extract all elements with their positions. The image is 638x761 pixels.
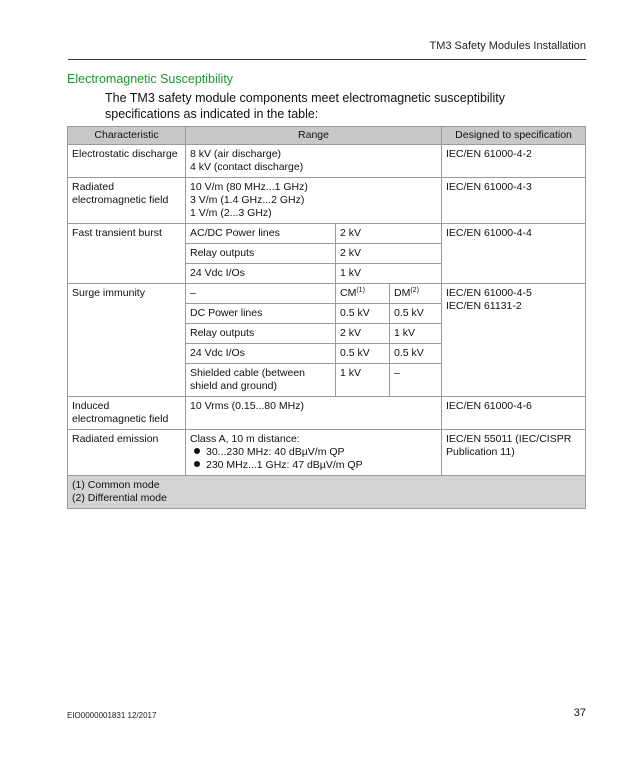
table-row — [68, 224, 586, 244]
spec-line: IEC/EN 61131-2 — [446, 300, 522, 312]
range-cell — [186, 178, 442, 224]
bullet-text: 230 MHz...1 GHz: 47 dBµV/m QP — [206, 459, 363, 471]
section-title: Electromagnetic Susceptibility — [67, 72, 234, 86]
dm-value-cell: – — [390, 364, 442, 397]
cm-value-cell: 1 kV — [336, 364, 390, 397]
dm-value-cell: 1 kV — [390, 324, 442, 344]
subrow-label-cell: AC/DC Power lines — [186, 224, 336, 244]
subrow-label-cell: Relay outputs — [186, 244, 336, 264]
note-text: Common mode — [87, 479, 160, 491]
characteristic-cell: Surge immunity — [68, 284, 186, 397]
characteristic-cell: Radiated electromagnetic field — [68, 178, 186, 224]
bullet-item — [190, 446, 437, 459]
running-header: TM3 Safety Modules Installation — [429, 40, 586, 52]
table-header-row — [68, 127, 586, 145]
table-row — [68, 430, 586, 476]
col-header-range: Range — [186, 127, 442, 145]
cm-value-cell: 2 kV — [336, 324, 390, 344]
cm-value-cell: 0.5 kV — [336, 344, 390, 364]
cm-label: CM — [340, 287, 357, 299]
header-rule — [68, 59, 586, 60]
subrow-label-cell: – — [186, 284, 336, 304]
spec-cell: IEC/EN 61000-4-6 — [442, 397, 586, 430]
range-line: Class A, 10 m distance: — [190, 433, 300, 445]
table-row — [68, 178, 586, 224]
notes-cell — [68, 476, 586, 509]
spec-cell: IEC/EN 61000-4-3 — [442, 178, 586, 224]
bullet-item — [190, 459, 437, 472]
document-id: EIO0000001831 12/2017 — [67, 711, 157, 720]
table-row — [68, 397, 586, 430]
col-header-characteristic: Characteristic — [68, 127, 186, 145]
note-item — [72, 479, 581, 492]
characteristic-cell: Induced electromagnetic field — [68, 397, 186, 430]
note-text: Differential mode — [87, 492, 167, 504]
bullet-icon — [194, 448, 200, 454]
subrow-label-cell: Shielded cable (between shield and ground) — [186, 364, 336, 397]
col-header-spec: Designed to specification — [442, 127, 586, 145]
intro-paragraph: The TM3 safety module components meet electromagnetic susceptibility specifications as indicated in the table: — [105, 91, 505, 121]
spec-cell: IEC/EN 55011 (IEC/CISPR Publication 11) — [442, 430, 586, 476]
dm-value-cell: 0.5 kV — [390, 344, 442, 364]
value-cell: 1 kV — [336, 264, 442, 284]
footnote-ref: (2) — [410, 287, 419, 294]
dm-label: DM — [394, 287, 411, 299]
range-line: 4 kV (contact discharge) — [190, 161, 304, 173]
subrow-label-cell: 24 Vdc I/Os — [186, 344, 336, 364]
characteristic-cell: Electrostatic discharge — [68, 145, 186, 178]
range-line: 10 V/m (80 MHz...1 GHz) — [190, 181, 308, 193]
range-line: 8 kV (air discharge) — [190, 148, 282, 160]
page-number: 37 — [573, 707, 586, 719]
cm-value-cell: 0.5 kV — [336, 304, 390, 324]
table-row — [68, 145, 586, 178]
range-cell — [186, 430, 442, 476]
dm-header-cell — [390, 284, 442, 304]
note-number: (2) — [72, 492, 85, 504]
spec-cell — [442, 284, 586, 397]
characteristic-cell: Fast transient burst — [68, 224, 186, 284]
range-cell — [186, 145, 442, 178]
table-row — [68, 284, 586, 304]
susceptibility-table — [67, 126, 586, 509]
note-number: (1) — [72, 479, 85, 491]
value-cell: 2 kV — [336, 244, 442, 264]
spec-cell: IEC/EN 61000-4-2 — [442, 145, 586, 178]
dm-value-cell: 0.5 kV — [390, 304, 442, 324]
characteristic-cell: Radiated emission — [68, 430, 186, 476]
range-cell: 10 Vrms (0.15...80 MHz) — [186, 397, 442, 430]
footnote-ref: (1) — [356, 287, 365, 294]
subrow-label-cell: DC Power lines — [186, 304, 336, 324]
cm-header-cell — [336, 284, 390, 304]
subrow-label-cell: Relay outputs — [186, 324, 336, 344]
notes-row — [68, 476, 586, 509]
bullet-text: 30...230 MHz: 40 dBµV/m QP — [206, 446, 345, 458]
spec-cell: IEC/EN 61000-4-4 — [442, 224, 586, 284]
range-line: 1 V/m (2...3 GHz) — [190, 207, 272, 219]
note-item — [72, 492, 581, 505]
spec-line: IEC/EN 61000-4-5 — [446, 287, 532, 299]
subrow-label-cell: 24 Vdc I/Os — [186, 264, 336, 284]
range-line: 3 V/m (1.4 GHz...2 GHz) — [190, 194, 305, 206]
value-cell: 2 kV — [336, 224, 442, 244]
bullet-icon — [194, 461, 200, 467]
